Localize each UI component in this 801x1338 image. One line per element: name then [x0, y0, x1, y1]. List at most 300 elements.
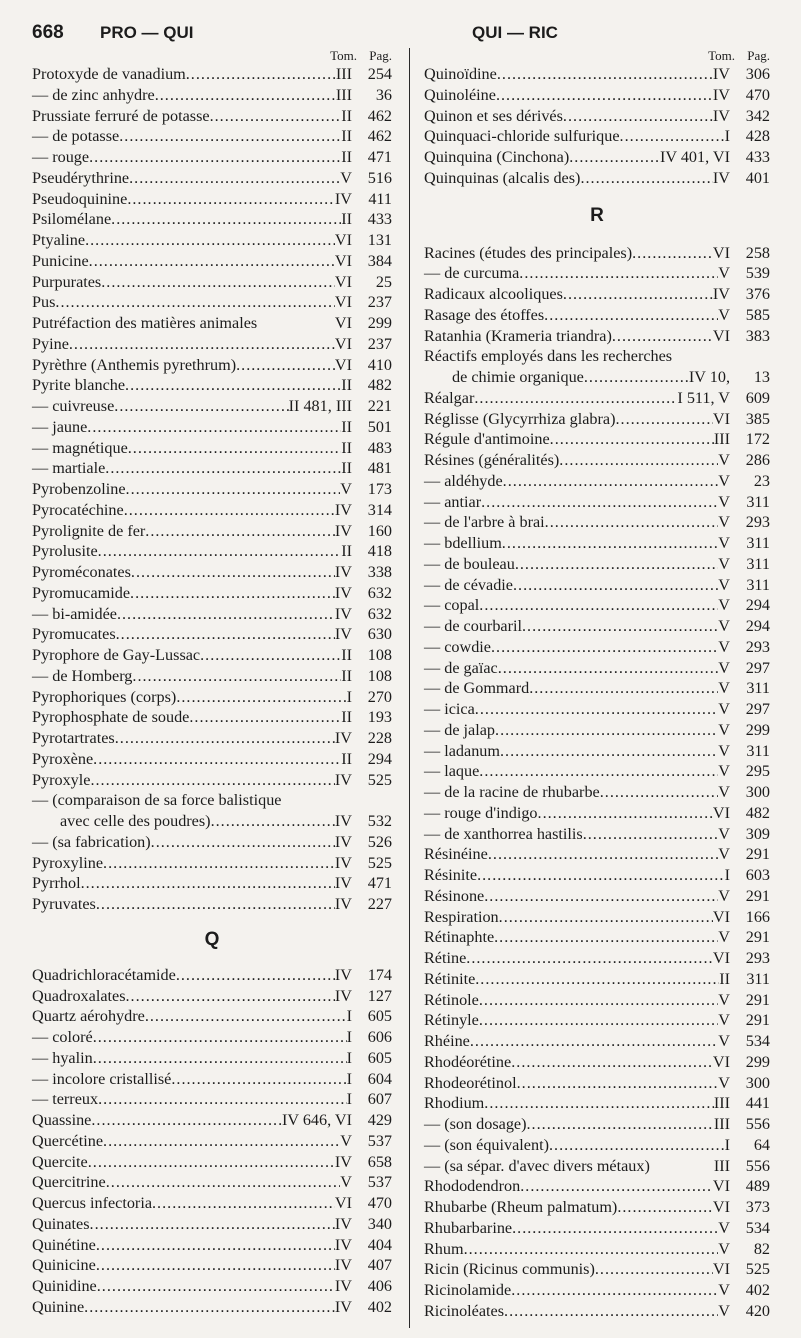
- index-entry: [424, 1073, 770, 1094]
- entry-page: 294: [745, 617, 770, 635]
- leader-dots: [494, 927, 718, 948]
- entry-page: 166: [745, 907, 770, 926]
- entry-page: 418: [367, 542, 392, 561]
- entry-page: 311: [746, 492, 770, 511]
- entry-term: Pseudérythrine: [32, 168, 130, 187]
- entry-term: Quinoïdine: [424, 65, 497, 83]
- entry-term: Réactifs employés dans les recherches: [424, 347, 673, 366]
- leader-dots: [211, 811, 335, 832]
- entry-page: 407: [367, 1256, 392, 1275]
- entry-volume: III: [713, 1094, 730, 1113]
- leader-dots: [538, 803, 713, 824]
- entry-volume: II: [341, 148, 352, 166]
- leader-dots: [502, 533, 719, 554]
- entry-volume: VI: [334, 314, 352, 332]
- right-entry-list: [424, 64, 770, 1322]
- entry-page: 297: [745, 658, 770, 677]
- index-entry: [424, 616, 770, 637]
- entry-term: Quinquaci-chloride sulfurique: [424, 127, 620, 146]
- entry-term: — (son dosage): [424, 1115, 527, 1133]
- entry-term: Pyrophoriques (corps): [32, 687, 177, 706]
- entry-term: — martiale: [32, 459, 106, 478]
- entry-term: — jaune: [32, 417, 88, 436]
- index-entry: [424, 699, 770, 720]
- entry-term: Purpurates: [32, 272, 102, 291]
- entry-term: de chimie organique: [452, 368, 584, 386]
- entry-page: 607: [367, 1090, 392, 1109]
- entry-page: 221: [367, 397, 392, 415]
- index-entry: [424, 429, 770, 450]
- entry-term: Rétinole: [424, 990, 479, 1009]
- entry-volume: IV: [712, 65, 730, 83]
- leader-dots: [550, 429, 714, 450]
- leader-dots: [491, 637, 718, 658]
- leader-dots: [89, 251, 335, 272]
- index-entry: [32, 1131, 392, 1152]
- entry-volume: II: [341, 542, 352, 561]
- entry-term: — de xanthorrea hastilis: [424, 824, 583, 843]
- index-entry: [424, 1114, 770, 1135]
- entry-volume: VI: [334, 251, 352, 270]
- index-entry: [32, 811, 392, 832]
- running-header: [0, 22, 801, 46]
- leader-dots: [479, 990, 718, 1011]
- index-entry: [424, 865, 770, 886]
- leader-dots: [116, 624, 335, 645]
- entry-page: 482: [745, 803, 770, 822]
- entry-term: Radicaux alcooliques: [424, 285, 563, 303]
- entry-page: 556: [745, 1115, 770, 1133]
- leader-dots: [497, 64, 713, 85]
- leader-dots: [498, 658, 719, 679]
- entry-term: Pyrophosphate de soude: [32, 708, 190, 727]
- index-entry: [32, 832, 392, 853]
- index-entry: [424, 263, 770, 284]
- entry-volume: V: [718, 700, 730, 718]
- entry-volume: V: [718, 1011, 730, 1030]
- entry-term: Résinite: [424, 866, 478, 884]
- leader-dots: [126, 986, 335, 1007]
- leader-dots: [126, 479, 341, 500]
- index-entry: [32, 1276, 392, 1297]
- entry-page: 294: [367, 749, 392, 768]
- entry-page: 410: [367, 355, 392, 374]
- entry-page: 293: [745, 637, 770, 656]
- leader-dots: [171, 1069, 346, 1090]
- leader-dots: [132, 666, 341, 687]
- entry-volume: VI: [712, 409, 730, 428]
- entry-term: Quinon et ses dérivés: [424, 106, 563, 125]
- leader-dots: [504, 1301, 718, 1322]
- leader-dots: [559, 450, 718, 471]
- entry-page: 609: [745, 388, 770, 407]
- entry-volume: I: [724, 1135, 730, 1154]
- leader-dots: [236, 355, 335, 376]
- entry-page: 385: [745, 409, 770, 428]
- index-entry: [32, 334, 392, 355]
- leader-dots: [96, 894, 335, 915]
- index-entry: [424, 886, 770, 907]
- entry-volume: IV: [334, 1277, 352, 1295]
- entry-volume: III: [713, 1156, 730, 1175]
- index-entry: [32, 790, 392, 811]
- entry-volume: V: [718, 305, 730, 324]
- entry-page: 433: [745, 148, 770, 166]
- index-entry: [424, 907, 770, 928]
- index-entry: [424, 1280, 770, 1301]
- leader-dots: [129, 168, 340, 189]
- entry-page: 291: [745, 845, 770, 864]
- entry-volume: IV: [712, 285, 730, 303]
- leader-dots: [600, 782, 719, 803]
- entry-term: Rétinaphte: [424, 928, 495, 947]
- entry-page: 603: [745, 866, 770, 884]
- index-entry: [424, 284, 770, 305]
- index-entry: [32, 1089, 392, 1110]
- entry-term: Quinine: [32, 1297, 85, 1316]
- pag-heading: Pag.: [369, 48, 392, 63]
- leader-dots: [549, 1135, 725, 1156]
- leader-dots: [91, 1110, 282, 1131]
- leader-dots: [563, 106, 713, 127]
- entry-page: 258: [745, 243, 770, 262]
- leader-dots: [117, 604, 335, 625]
- entry-page: 227: [367, 895, 392, 913]
- entry-volume: VI: [712, 803, 730, 822]
- entry-term: — (comparaison de sa force balistique: [32, 791, 282, 810]
- leader-dots: [128, 438, 341, 459]
- entry-term: Pseudoquinine: [32, 189, 128, 208]
- entry-page: 605: [367, 1048, 392, 1067]
- entry-term: — de bouleau: [424, 554, 515, 573]
- tom-heading: Tom.: [330, 48, 357, 63]
- index-entry: [424, 595, 770, 616]
- leader-dots: [90, 770, 334, 791]
- entry-term: Ricin (Ricinus communis): [424, 1260, 595, 1279]
- leader-dots: [96, 1255, 335, 1276]
- entry-term: Pyroxyline: [32, 853, 104, 872]
- entry-term: Pyruvates: [32, 895, 96, 913]
- leader-dots: [529, 678, 718, 699]
- index-entry: [424, 492, 770, 513]
- index-entry: [424, 1259, 770, 1280]
- entry-page: 471: [367, 148, 392, 166]
- index-entry: [32, 707, 392, 728]
- entry-page: 420: [745, 1301, 770, 1320]
- entry-page: 658: [367, 1152, 392, 1171]
- entry-page: 23: [753, 471, 770, 490]
- index-entry: [32, 1069, 392, 1090]
- index-entry: [424, 106, 770, 127]
- entry-volume: V: [340, 168, 352, 187]
- entry-volume: IV: [334, 832, 352, 851]
- entry-term: Rhum: [424, 1239, 464, 1258]
- entry-page: 604: [367, 1069, 392, 1088]
- entry-page: 605: [367, 1007, 392, 1026]
- entry-term: — coloré: [32, 1028, 93, 1046]
- index-entry: [32, 417, 392, 438]
- entry-page: 340: [367, 1214, 392, 1233]
- leader-dots: [584, 367, 689, 388]
- entry-term: Protoxyde de vanadium: [32, 65, 186, 83]
- index-entry: [32, 965, 392, 986]
- entry-term: Pyrophore de Gay-Lussac: [32, 646, 201, 664]
- entry-page: 300: [745, 1073, 770, 1092]
- entry-term: — de l'arbre à brai: [424, 513, 545, 532]
- entry-volume: V: [718, 824, 730, 843]
- entry-page: 483: [367, 438, 392, 457]
- entry-term: Pyrolusite: [32, 542, 98, 561]
- entry-page: 300: [745, 783, 770, 801]
- entry-volume: VI: [712, 1052, 730, 1071]
- entry-volume: V: [718, 492, 730, 511]
- entry-term: — bi-amidée: [32, 604, 117, 623]
- entry-page: 441: [745, 1094, 770, 1113]
- entry-term: — rouge d'indigo: [424, 803, 538, 822]
- entry-term: Punicine: [32, 251, 89, 270]
- entry-page: 470: [367, 1194, 392, 1212]
- leader-dots: [513, 575, 718, 596]
- index-entry: [32, 438, 392, 459]
- leader-dots: [125, 375, 341, 396]
- entry-page: 314: [367, 500, 392, 519]
- entry-volume: VI: [334, 355, 352, 374]
- entry-term: Rhéine: [424, 1032, 470, 1050]
- leader-dots: [145, 521, 335, 542]
- entry-volume: IV: [334, 500, 352, 519]
- entry-volume: V: [718, 637, 730, 656]
- entry-volume: IV: [334, 604, 352, 623]
- leader-dots: [496, 85, 713, 106]
- leader-dots: [520, 1176, 713, 1197]
- entry-volume: IV: [334, 895, 352, 913]
- entry-term: Ptyaline: [32, 231, 86, 249]
- entry-volume: VI: [334, 272, 352, 291]
- entry-term: avec celle des poudres): [60, 812, 211, 830]
- entry-term: Pyroxène: [32, 749, 94, 768]
- index-entry: [32, 313, 392, 334]
- leader-dots: [55, 292, 335, 313]
- entry-term: Pyrocatéchine: [32, 500, 124, 519]
- index-entry: [32, 189, 392, 210]
- leader-dots: [500, 741, 718, 762]
- entry-volume: V: [718, 741, 730, 760]
- leader-dots: [176, 687, 346, 708]
- entry-page: 291: [745, 1011, 770, 1030]
- entry-volume: V: [718, 534, 730, 552]
- index-entry: [32, 770, 392, 791]
- leader-dots: [477, 865, 725, 886]
- leader-dots: [105, 458, 341, 479]
- entry-page: 525: [367, 853, 392, 872]
- entry-volume: I: [346, 687, 352, 706]
- entry-term: Respiration: [424, 907, 499, 926]
- entry-page: 537: [367, 1173, 392, 1192]
- entry-page: 606: [367, 1028, 392, 1046]
- leader-dots: [87, 417, 341, 438]
- entry-term: — hyalin: [32, 1048, 93, 1067]
- leader-dots: [114, 396, 288, 417]
- entry-page: 309: [745, 824, 770, 843]
- leader-dots: [97, 1276, 335, 1297]
- entry-volume: V: [718, 1218, 730, 1237]
- index-entry: [424, 243, 770, 264]
- entry-volume: V: [718, 554, 730, 573]
- entry-volume: IV: [334, 1152, 352, 1171]
- entry-page: 632: [367, 604, 392, 623]
- entry-term: Quercus infectoria: [32, 1194, 152, 1212]
- leader-dots: [488, 844, 718, 865]
- entry-term: Pyroméconates: [32, 563, 131, 581]
- entry-page: 585: [745, 305, 770, 324]
- leader-dots: [475, 969, 719, 990]
- index-entry: [424, 554, 770, 575]
- section-letter: R: [590, 204, 604, 226]
- entry-term: Quercite: [32, 1152, 88, 1171]
- entry-term: Quinates: [32, 1214, 90, 1233]
- entry-page: 402: [367, 1297, 392, 1316]
- index-entry: [32, 1048, 392, 1069]
- entry-volume: V: [718, 1073, 730, 1092]
- entry-term: Pus: [32, 293, 56, 312]
- entry-volume: IV: [334, 986, 352, 1005]
- leader-dots: [119, 126, 341, 147]
- leader-dots: [479, 761, 718, 782]
- entry-term: Rhodium: [424, 1094, 485, 1113]
- entry-page: 342: [745, 106, 770, 125]
- entry-volume: III: [713, 430, 730, 449]
- index-entry: [32, 1255, 392, 1276]
- entry-volume: II: [341, 708, 352, 727]
- index-entry: [424, 720, 770, 741]
- entry-page: 237: [367, 334, 392, 353]
- entry-term: Quartz aérohydre: [32, 1007, 145, 1026]
- leader-dots: [544, 305, 718, 326]
- index-entry: [424, 948, 770, 969]
- leader-dots: [484, 886, 718, 907]
- entry-page: 429: [367, 1111, 392, 1129]
- leader-dots: [131, 562, 335, 583]
- index-entry: [424, 1218, 770, 1239]
- entry-volume: II: [341, 106, 352, 125]
- index-entry: [32, 230, 392, 251]
- right-column-header: [424, 48, 770, 64]
- entry-term: Régule d'antimoine: [424, 430, 550, 449]
- entry-volume: V: [718, 575, 730, 594]
- entry-page: 471: [367, 874, 392, 893]
- entry-volume: IV: [712, 168, 730, 187]
- entry-term: Quinétine: [32, 1235, 96, 1254]
- entry-page: 411: [368, 189, 392, 208]
- leader-dots: [632, 243, 713, 264]
- section-letter: Q: [204, 928, 220, 950]
- index-entry: [32, 85, 392, 106]
- index-entry: [424, 367, 770, 388]
- entry-term: Pyrite blanche: [32, 376, 126, 395]
- entry-term: Rétinyle: [424, 1011, 479, 1030]
- index-entry: [424, 305, 770, 326]
- index-entry: [424, 326, 770, 347]
- entry-volume: II: [341, 210, 352, 229]
- entry-volume: VI: [712, 326, 730, 345]
- leader-dots: [145, 1006, 347, 1027]
- entry-volume: II: [341, 459, 352, 478]
- entry-term: Ricinoléates: [424, 1301, 505, 1320]
- index-entry: [424, 990, 770, 1011]
- entry-page: 293: [745, 949, 770, 967]
- entry-term: Rétine: [424, 949, 467, 967]
- column-divider: [409, 48, 410, 1328]
- index-entry: [32, 355, 392, 376]
- entry-term: — icica: [424, 700, 475, 718]
- index-entry: [32, 1235, 392, 1256]
- index-entry: [32, 396, 392, 417]
- leader-dots: [499, 907, 713, 928]
- right-column: [424, 48, 770, 1322]
- entry-term: — cowdie: [424, 637, 491, 656]
- entry-page: 25: [375, 272, 392, 291]
- entry-page: 525: [367, 770, 392, 789]
- entry-page: 294: [745, 596, 770, 615]
- entry-term: — copal: [424, 596, 480, 615]
- index-entry: [32, 1172, 392, 1193]
- entry-term: — (sa fabrication): [32, 832, 151, 851]
- leader-dots: [200, 645, 341, 666]
- leader-dots: [512, 1218, 718, 1239]
- entry-page: 428: [745, 127, 770, 146]
- leader-dots: [511, 1052, 713, 1073]
- leader-dots: [186, 64, 336, 85]
- entry-term: Rhododendron: [424, 1177, 521, 1196]
- entry-page: 160: [367, 521, 392, 540]
- leader-dots: [210, 106, 342, 127]
- entry-volume: VI: [712, 1177, 730, 1196]
- entry-page: 36: [375, 85, 392, 104]
- leader-dots: [515, 554, 718, 575]
- index-entry: [424, 168, 770, 189]
- leader-dots: [93, 749, 341, 770]
- entry-volume: IV 401, VI: [660, 148, 730, 166]
- entry-term: — de jalap: [424, 720, 496, 739]
- leader-dots: [612, 326, 713, 347]
- index-entry: [424, 1031, 770, 1052]
- entry-page: 193: [367, 708, 392, 727]
- leader-dots: [617, 1197, 713, 1218]
- index-entry: [32, 479, 392, 500]
- entry-term: — de courbaril: [424, 617, 522, 635]
- leader-dots: [517, 1073, 719, 1094]
- leader-dots: [152, 1193, 335, 1214]
- index-entry: [424, 761, 770, 782]
- entry-term: — ladanum: [424, 741, 500, 760]
- leader-dots: [563, 284, 713, 305]
- entry-term: Quinidine: [32, 1277, 97, 1295]
- index-entry: [32, 728, 392, 749]
- index-entry: [32, 986, 392, 1007]
- entry-volume: V: [718, 264, 730, 283]
- entry-term: Pyine: [32, 334, 69, 353]
- entry-volume: IV: [712, 85, 730, 104]
- leader-dots: [466, 948, 713, 969]
- leader-dots: [101, 272, 335, 293]
- entry-volume: V: [718, 617, 730, 635]
- entry-volume: VI: [334, 1194, 352, 1212]
- entry-volume: II: [341, 417, 352, 436]
- entry-term: — antiar: [424, 492, 482, 511]
- index-entry: [32, 604, 392, 625]
- entry-page: 384: [367, 251, 392, 270]
- entry-volume: V: [718, 886, 730, 905]
